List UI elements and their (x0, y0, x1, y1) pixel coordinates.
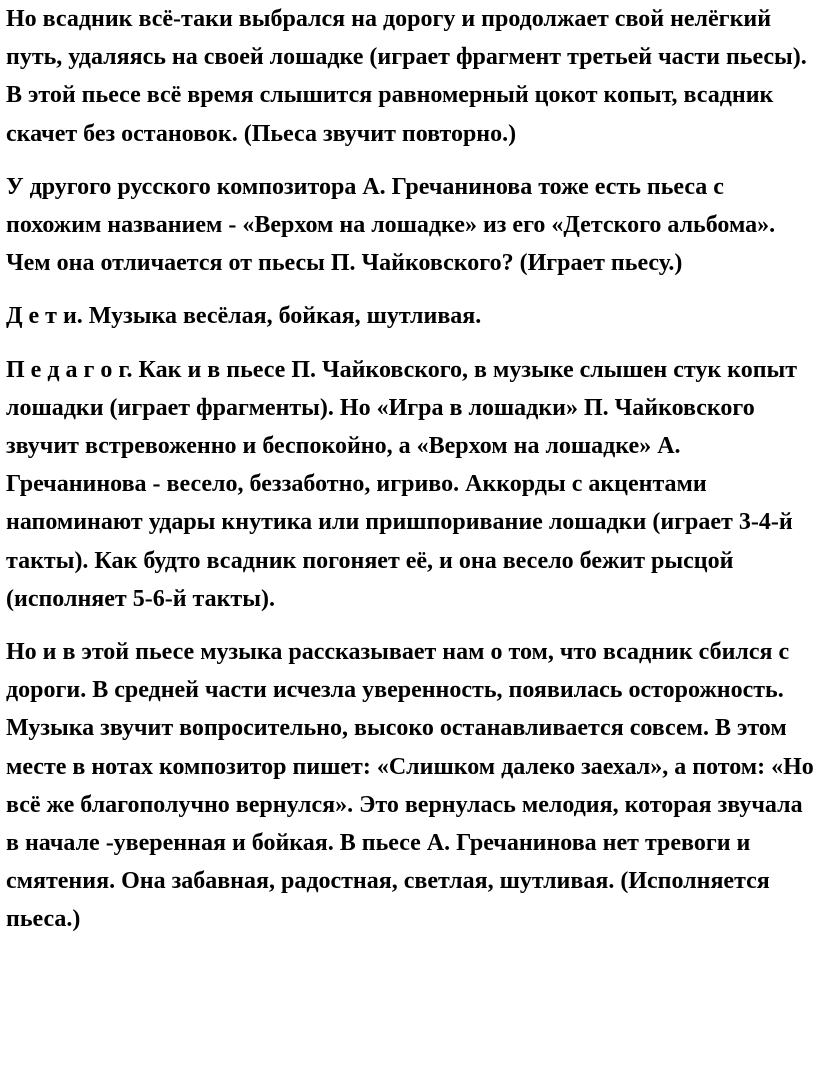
paragraph-grechaninov-intro: У другого русского композитора А. Гречанинова тоже есть пьеса с похожим названием - «Верхом на лошадке» из его «Детского альбома». Чем она отличается от пьесы П. Чайковского? (Играет пьесу.) (6, 173, 776, 277)
paragraph-middle-section: Но и в этой пьесе музыка рассказывает нам о том, что всадник сбился с дороги. В средней части исчезла уверенность, появилась осторожность. Музыка звучит вопросительно, высоко останавливается совсем. В этом месте в нотах композитор пишет: «Слишком далеко заехал», а потом: «Но всё же благополучно вернулся». Это вернулась мелодия, которая звучала в начале -уверенная и бойкая. В пьесе А. Гречанинова нет тревоги и смятения. Она забавная, радостная, светлая, шутливая. (Исполняется пьеса.) (6, 639, 814, 933)
paragraph-children-answer: Д е т и. Музыка весёлая, бойкая, шутливая. (6, 303, 482, 330)
paragraph-rider-returns: Но всадник всё-таки выбрался на дорогу и продолжает свой нелёгкий путь, удаляясь на своей лошадке (играет фрагмент третьей части пьесы). В этой пьесе всё время слышится равномерный цокот копыт, всадник скачет без остановок. (Пьеса звучит повторно.) (6, 6, 807, 147)
paragraph-teacher-comparison: П е д а г о г. Как и в пьесе П. Чайковского, в музыке слышен стук копыт лошадки (играет фрагменты). Но «Игра в лошадки» П. Чайковского звучит встревоженно и беспокойно, а «Верхом на лошадке» А. Гречанинова - весело, беззаботно, игриво. Аккорды с акцентами напоминают удары кнутика или пришпоривание лошадки (играет 3-4-й такты). Как будто всадник погоняет её, и она весело бежит рысцой (исполняет 5-6-й такты). (6, 356, 798, 612)
